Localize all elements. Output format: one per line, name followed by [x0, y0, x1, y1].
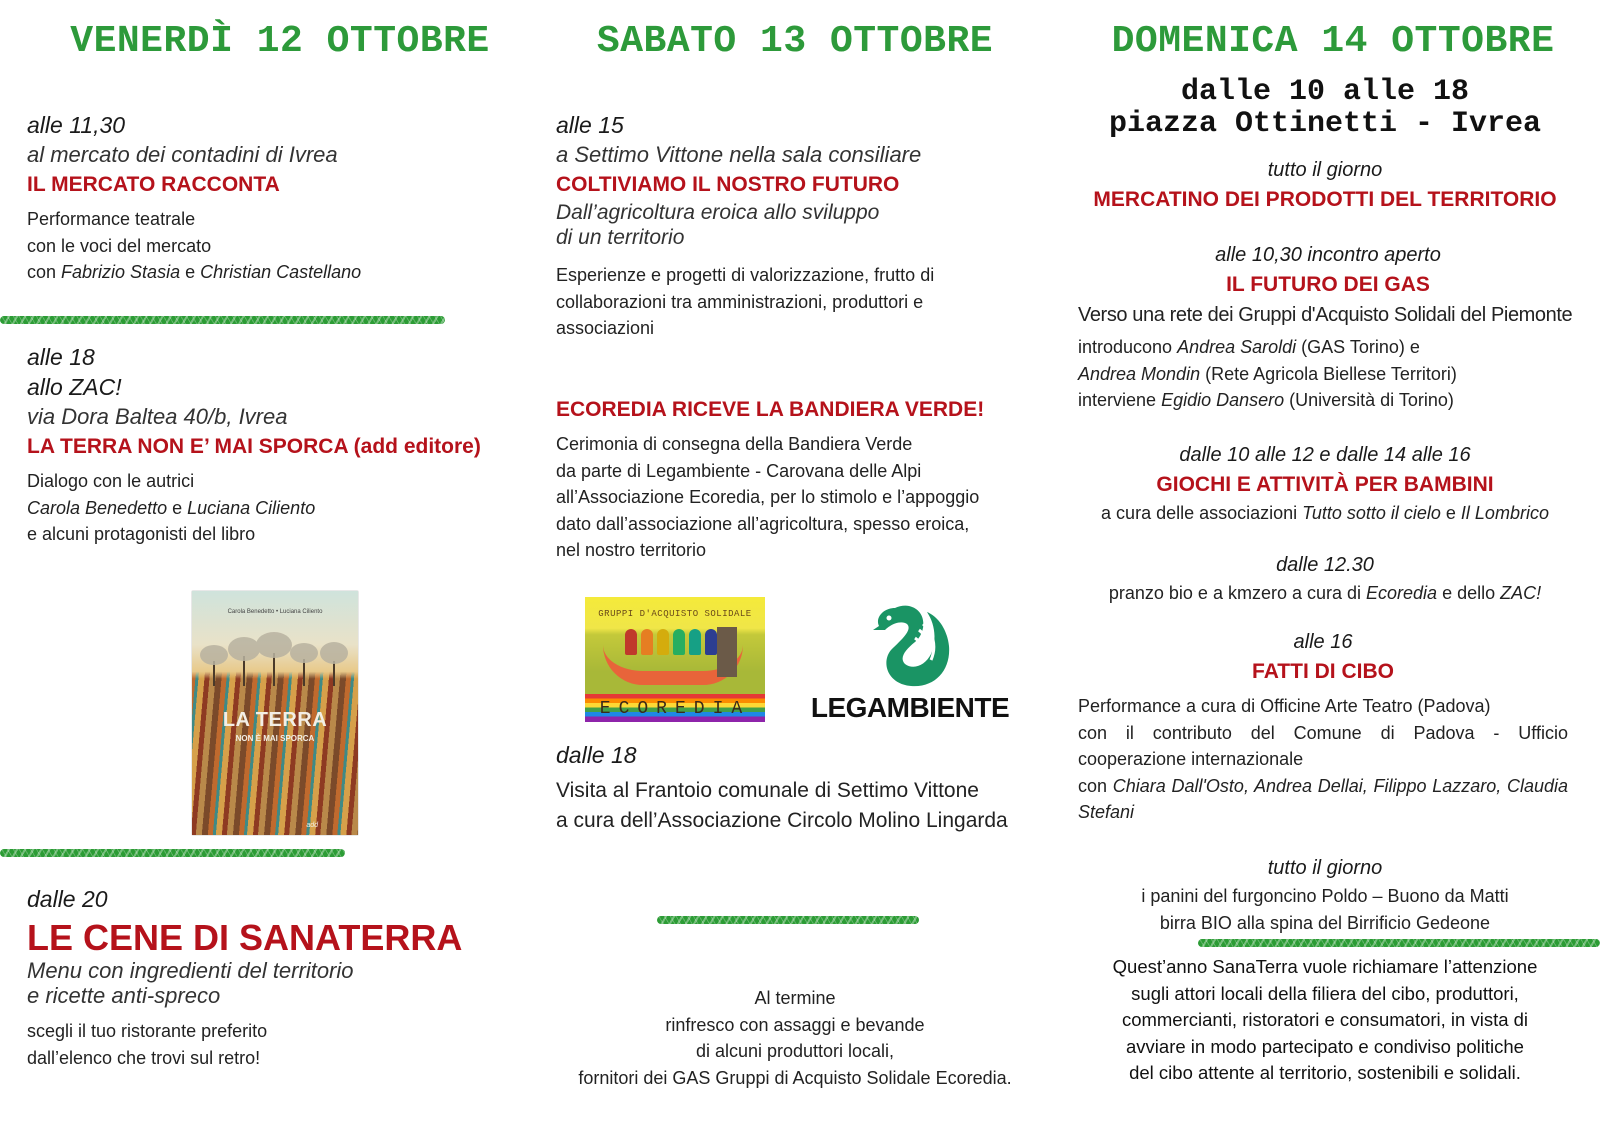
event-giochi-bambini — [1050, 440, 1600, 527]
event-title: IL MERCATO RACCONTA — [27, 173, 280, 196]
sunday-hours: dalle 10 alle 18 — [1180, 75, 1470, 109]
event-title: GIOCHI E ATTIVITÀ PER BAMBINI — [1156, 473, 1494, 496]
event-time: dalle 20 — [27, 886, 108, 912]
event-food-and-drinks — [1050, 853, 1600, 936]
day-title-friday: VENERDÌ 12 OTTOBRE — [70, 20, 490, 63]
legambiente-logo: LEGAMBIENTE — [805, 600, 1015, 725]
green-divider — [0, 316, 445, 324]
event-time: tutto il giorno — [1267, 857, 1383, 879]
event-title: LE CENE DI SANATERRA — [27, 917, 463, 958]
event-title: COLTIVIAMO IL NOSTRO FUTURO — [556, 173, 900, 196]
saturday-column — [540, 0, 1050, 1137]
event-cene-di-sanaterra — [27, 884, 462, 1071]
tower-illustration-icon — [717, 627, 737, 677]
event-time: alle 16 — [1293, 631, 1353, 653]
friday-column — [0, 0, 540, 1137]
green-divider — [0, 849, 345, 857]
event-mercatino — [1050, 155, 1600, 215]
event-time: dalle 10 alle 12 e dalle 14 alle 16 — [1179, 444, 1471, 466]
event-description: Performance teatrale con le voci del mercato con Fabrizio Stasia e Christian Castellano — [27, 209, 362, 282]
event-time: alle 11,30 — [27, 112, 126, 138]
event-fatti-di-cibo — [1078, 627, 1568, 826]
event-la-terra-non-e-mai-sporca — [27, 342, 481, 548]
event-time: alle 10,30 incontro aperto — [1215, 244, 1441, 266]
event-title: FATTI DI CIBO — [1252, 660, 1394, 683]
event-title: IL FUTURO DEI GAS — [1226, 273, 1430, 296]
event-description: pranzo bio e a kmzero a cura di Ecoredia e dello ZAC! — [1108, 583, 1542, 603]
event-time: alle 18 — [27, 344, 95, 370]
sunday-column — [1050, 0, 1600, 1137]
day-title-sunday: DOMENICA 14 OTTOBRE — [1111, 20, 1555, 63]
event-time: dalle 18 — [556, 742, 637, 768]
closing-refreshment-note: Al termine rinfresco con assaggi e bevande di alcuni produttori locali, fornitori dei GAS Gruppi di Acquisto Solidale Ecoredia. — [578, 988, 1012, 1088]
event-coltiviamo-il-nostro-futuro — [556, 110, 934, 342]
green-divider — [657, 916, 919, 924]
trees-illustration-icon — [192, 631, 358, 686]
event-place: via Dora Baltea 40/b, Ivrea — [27, 404, 288, 429]
event-description: Visita al Frantoio comunale di Settimo Vittone a cura dell’Associazione Circolo Molino Lingarda — [556, 779, 1008, 832]
event-time: alle 15 — [556, 112, 624, 138]
event-subtitle: Menu con ingredienti del territorio e ricette anti-spreco — [27, 958, 354, 1008]
event-ecoredia-bandiera-verde — [556, 395, 984, 564]
event-description: Esperienze e progetti di valorizzazione, frutto di collaborazioni tra amministrazioni, produttori e associazioni — [556, 265, 935, 338]
book-cover-image: Carola Benedetto • Luciana Ciliento LA TERRA NON È MAI SPORCA add — [192, 591, 358, 835]
event-title: LA TERRA NON E’ MAI SPORCA (add editore) — [27, 435, 481, 458]
swan-icon — [865, 600, 955, 690]
event-pranzo-bio — [1050, 550, 1600, 607]
event-description: Cerimonia di consegna della Bandiera Verde da parte di Legambiente - Carovana delle Alpi all’Associazione Ecoredia, per lo stimolo e l’appoggio dato dall’associazione all’agricoltura, spesso eroica, nel nostro territorio — [556, 434, 980, 560]
sunday-venue: piazza Ottinetti - Ivrea — [1108, 107, 1542, 141]
event-visita-frantoio — [556, 740, 1008, 836]
sanaterra-mission-statement: Quest’anno SanaTerra vuole richiamare l’attenzione sugli attori locali della filiera del cibo, produttori, commercianti, ristoratori e consumatori, in vista di avviare in modo partecipato e condiviso politiche del cibo attente al territorio, sostenibili e solidali. — [1112, 956, 1538, 1083]
event-time: tutto il giorno — [1267, 159, 1383, 181]
event-futuro-dei-gas — [1078, 240, 1578, 414]
event-description: introducono Andrea Saroldi (GAS Torino) e Andrea Mondin (Rete Agricola Biellese Territori) interviene Egidio Dansero (Università di Torino) — [1078, 337, 1457, 410]
event-title: ECOREDIA RICEVE LA BANDIERA VERDE! — [556, 398, 985, 421]
event-time: dalle 12.30 — [1276, 554, 1374, 576]
event-description: a cura delle associazioni Tutto sotto il cielo e Il Lombrico — [1101, 503, 1549, 523]
event-subtitle: Dall’agricoltura eroica allo sviluppo di un territorio — [556, 201, 880, 249]
event-venue: allo ZAC! — [27, 374, 122, 400]
event-description: scegli il tuo ristorante preferito dall’elenco che trovi sul retro! — [27, 1021, 268, 1068]
event-place: a Settimo Vittone nella sala consiliare — [556, 142, 922, 167]
event-title: MERCATINO DEI PRODOTTI DEL TERRITORIO — [1093, 188, 1557, 211]
green-divider — [1198, 939, 1600, 947]
event-subtitle: Verso una rete dei Gruppi d'Acquisto Solidali del Piemonte — [1078, 304, 1573, 326]
event-mercato-racconta — [27, 110, 361, 286]
event-description: Performance a cura di Officine Arte Teatro (Padova) con il contributo del Comune di Padova - Ufficio cooperazione internazionale con Chiara Dall'Osto, Andrea Dellai, Filippo Lazzaro, Claudia Stefani — [1078, 696, 1569, 822]
event-description: Dialogo con le autrici Carola Benedetto e Luciana Ciliento e alcuni protagonisti del libro — [27, 471, 316, 544]
event-place: al mercato dei contadini di Ivrea — [27, 142, 338, 167]
event-description: i panini del furgoncino Poldo – Buono da Matti birra BIO alla spina del Birrificio Gedeone — [1141, 886, 1509, 933]
day-title-saturday: SABATO 13 OTTOBRE — [596, 20, 994, 63]
ecoredia-gas-logo: GRUPPI D'ACQUISTO SOLIDALE ECOREDIA — [585, 597, 765, 722]
